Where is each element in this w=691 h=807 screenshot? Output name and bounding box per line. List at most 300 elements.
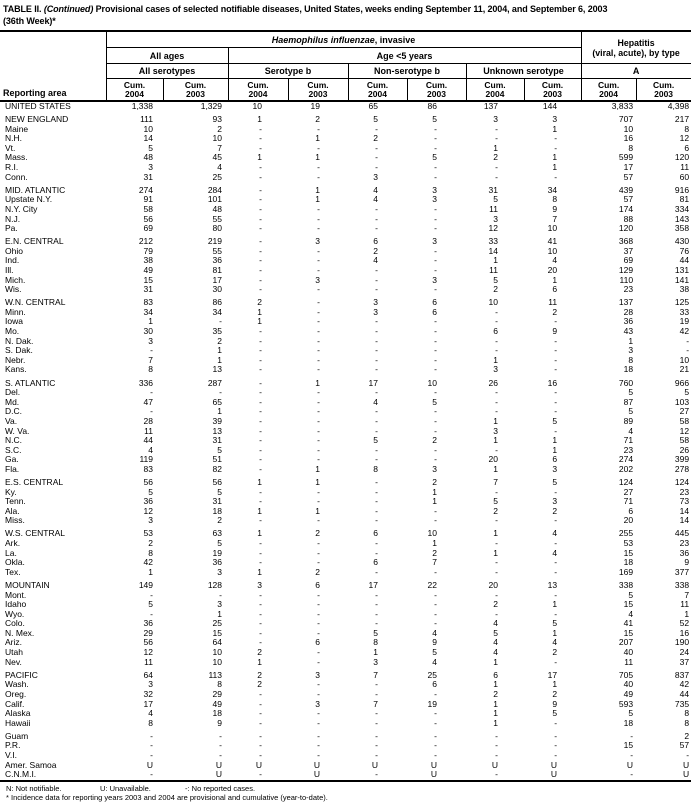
cell-value: 217 (674, 114, 690, 125)
cell-value: - (375, 730, 378, 741)
cell-value: 131 (674, 266, 690, 275)
cell-value: - (554, 397, 558, 407)
cell-value: - (259, 741, 262, 751)
cell-value: 1 (432, 497, 437, 507)
cell-value: 3 (552, 497, 558, 507)
cell-value: 120 (618, 224, 634, 234)
cell-value: 51 (212, 455, 222, 465)
cell-value: 5 (373, 628, 378, 638)
cell-value: 358 (674, 224, 690, 234)
cell-value: 36 (623, 317, 634, 327)
cell-value: 8 (373, 464, 378, 474)
cell-value: - (317, 436, 320, 446)
cell-value: - (630, 730, 634, 741)
cell-value: - (317, 558, 320, 568)
cell-value: - (317, 214, 320, 224)
cell-value: U (146, 760, 153, 770)
cell-value: 10 (488, 297, 498, 308)
cell-value: 1 (217, 346, 222, 356)
table-row (0, 266, 691, 276)
table-row (0, 205, 691, 215)
row-label: Tex. (5, 567, 21, 577)
cell-value: 6 (493, 327, 498, 337)
cell-value: 125 (674, 297, 690, 308)
cell-value: - (317, 600, 320, 610)
cell-value: - (554, 143, 558, 153)
cell-value: 4 (148, 445, 153, 455)
cell-value: 65 (212, 397, 222, 407)
cell-value: 3 (432, 464, 437, 474)
cell-value: 4 (148, 709, 153, 719)
cell-value: - (554, 487, 558, 497)
cell-value: - (375, 741, 378, 751)
row-label: S. Dak. (5, 346, 33, 356)
cell-value: 7 (373, 699, 378, 709)
cell-value: - (259, 134, 262, 144)
cell-value: - (259, 497, 262, 507)
table-row (0, 308, 691, 318)
cell-value: 6 (432, 307, 437, 317)
cell-value: 10 (252, 101, 262, 111)
row-label: W. Va. (5, 426, 30, 436)
cell-value: 2 (552, 506, 558, 516)
row-label: Conn. (5, 172, 28, 182)
cell-value: 707 (618, 114, 634, 125)
cell-value: 11 (680, 600, 690, 610)
cell-value: - (495, 516, 498, 526)
cell-value: 31 (212, 436, 222, 446)
cell-value: 1 (257, 476, 262, 487)
cell-value: 10 (212, 657, 222, 667)
table-row (0, 667, 691, 680)
cell-value: 9 (684, 558, 690, 568)
cell-value: - (317, 365, 320, 375)
cell-value: 28 (143, 416, 153, 426)
cell-value: 3 (148, 680, 153, 690)
cell-value: U (215, 760, 222, 770)
cell-value: 1 (552, 275, 558, 285)
cell-value: - (554, 516, 558, 526)
cell-value: - (259, 214, 262, 224)
cell-value: 110 (619, 275, 634, 285)
cell-value: 1 (315, 506, 320, 516)
cell-value: 4 (552, 548, 558, 558)
cell-value: - (259, 275, 262, 285)
cell-value: 338 (674, 579, 690, 590)
cell-value: 87 (623, 397, 634, 407)
table-row (0, 153, 691, 163)
row-label: Oreg. (5, 689, 27, 699)
row-label: S. ATLANTIC (5, 377, 56, 388)
cell-value: 3 (315, 699, 320, 709)
cum-2004-header: Cum. 2004 (581, 79, 636, 102)
cell-value: - (259, 709, 262, 719)
row-label: Minn. (5, 307, 26, 317)
cell-value: - (630, 770, 634, 780)
cell-value: - (375, 619, 378, 629)
cell-value: 48 (212, 204, 222, 214)
table-row (0, 474, 691, 487)
cell-value: 57 (623, 172, 634, 182)
cell-value: 20 (547, 266, 558, 275)
cell-value: 1 (684, 609, 690, 619)
cell-value: 6 (315, 579, 320, 590)
cell-value: - (259, 699, 262, 709)
cell-value: - (375, 770, 378, 780)
table-row (0, 465, 691, 475)
table-row (0, 398, 691, 408)
row-label: N.Y. City (5, 204, 38, 214)
cell-value: 15 (143, 275, 153, 285)
cell-value: 17 (623, 163, 634, 173)
cell-value: 15 (623, 600, 634, 610)
cell-value: - (317, 718, 320, 728)
cell-value: 16 (547, 377, 558, 388)
cell-value: - (375, 163, 378, 173)
cell-value: 60 (679, 172, 690, 182)
cell-value: 56 (143, 638, 153, 648)
cell-value: - (317, 297, 320, 308)
cell-value: 49 (623, 689, 634, 699)
cell-value: 5 (148, 487, 153, 497)
cell-value: 141 (674, 275, 690, 285)
cell-value: - (495, 388, 498, 398)
cell-value: 25 (427, 669, 437, 680)
cell-value: - (259, 730, 262, 741)
cell-value: 20 (623, 516, 634, 526)
row-label: W.N. CENTRAL (5, 297, 66, 308)
cell-value: 5 (628, 709, 634, 719)
cell-value: 287 (207, 377, 222, 388)
cell-value: 5 (217, 445, 222, 455)
cell-value: 16 (623, 134, 634, 144)
cell-value: - (375, 426, 378, 436)
cell-value: - (495, 445, 498, 455)
cell-value: - (434, 365, 437, 375)
cell-value: 2 (373, 246, 378, 256)
cell-value: - (434, 506, 437, 516)
incidence-footnote: * Incidence data for reporting years 2003 and 2004 are provisional and cumulative (year-to-date). (6, 792, 328, 802)
cell-value: 10 (623, 124, 634, 134)
cell-value: - (434, 609, 437, 619)
cell-value: 1 (552, 445, 558, 455)
title-continued: (Continued) (43, 4, 94, 14)
table-row (0, 728, 691, 741)
cell-value: - (495, 134, 498, 144)
cell-value: - (259, 600, 262, 610)
cell-value: 966 (674, 377, 690, 388)
cell-value: U (313, 760, 320, 770)
cell-value: 9 (552, 327, 558, 337)
cell-value: - (259, 609, 262, 619)
cell-value: 103 (674, 397, 690, 407)
cell-value: 49 (212, 699, 222, 709)
cell-value: - (317, 317, 320, 327)
cell-value: - (554, 388, 558, 398)
cell-value: 10 (143, 124, 153, 134)
table-row (0, 719, 691, 729)
row-label: E.N. CENTRAL (5, 236, 64, 247)
cell-value: - (317, 397, 320, 407)
cell-value: 33 (679, 307, 690, 317)
cell-value: 17 (368, 579, 378, 590)
hepatitis-line2: (viral, acute), by type (592, 47, 680, 58)
cell-value: U (626, 760, 634, 770)
cell-value: 255 (618, 528, 634, 539)
cell-value: - (434, 134, 437, 144)
cell-value: 2 (552, 648, 558, 658)
cell-value: 1 (552, 628, 558, 638)
cell-value: 21 (679, 365, 690, 375)
cell-value: - (375, 709, 378, 719)
row-label: Colo. (5, 619, 25, 629)
table-body (0, 101, 691, 781)
cell-value: 6 (552, 285, 558, 295)
row-label: Nev. (5, 657, 22, 667)
cell-value: - (495, 609, 498, 619)
cell-value: - (150, 609, 153, 619)
table-row (0, 163, 691, 173)
cell-value: - (554, 558, 558, 568)
cell-value: - (434, 426, 437, 436)
cell-value: 2 (148, 539, 153, 549)
cell-value: - (259, 619, 262, 629)
table-row (0, 761, 691, 771)
cell-value: 23 (623, 445, 634, 455)
table-row (0, 610, 691, 620)
cell-value: 93 (212, 114, 222, 125)
cell-value: 6 (432, 297, 437, 308)
cell-value: 58 (679, 416, 690, 426)
footnotes (6, 784, 691, 802)
cell-value: - (150, 407, 153, 417)
table-row (0, 526, 691, 539)
cell-value: - (219, 590, 222, 600)
cell-value: 9 (552, 699, 558, 709)
table-row (0, 388, 691, 398)
cell-value: 80 (212, 224, 222, 234)
cell-value: 3 (373, 307, 378, 317)
cell-value: - (495, 567, 498, 577)
cell-value: - (434, 336, 437, 346)
cell-value: 44 (143, 436, 153, 446)
cell-value: 56 (212, 476, 222, 487)
cell-value: 3 (373, 172, 378, 182)
cell-value: 1,329 (200, 101, 222, 111)
table-row (0, 658, 691, 668)
cell-value: - (554, 657, 558, 667)
cell-value: - (317, 246, 320, 256)
cell-value: 3 (315, 275, 320, 285)
cell-value: 8 (552, 195, 558, 205)
cell-value: - (150, 751, 153, 760)
cell-value: 55 (212, 214, 222, 224)
cell-value: 6 (373, 558, 378, 568)
age-under5-header: Age <5 years (228, 48, 581, 64)
title-week: (36th Week)* (3, 15, 56, 26)
row-label: S.C. (5, 445, 22, 455)
cell-value: - (495, 590, 498, 600)
cell-value: - (554, 365, 558, 375)
cell-value: 91 (143, 195, 153, 205)
cell-value: 1 (217, 609, 222, 619)
cum-2004-header: Cum. 2004 (348, 79, 407, 102)
cell-value: 19 (310, 101, 320, 111)
cell-value: - (495, 487, 498, 497)
cell-value: 8 (148, 365, 153, 375)
cell-value: 599 (618, 153, 634, 163)
cell-value: 7 (148, 355, 153, 365)
table-row (0, 507, 691, 517)
table-row (0, 549, 691, 559)
cell-value: - (375, 365, 378, 375)
row-label: Mont. (5, 590, 27, 600)
cell-value: - (317, 590, 320, 600)
cell-value: 5 (148, 600, 153, 610)
cell-value: 4 (552, 256, 558, 266)
cell-value: 64 (143, 669, 153, 680)
cell-value: 368 (618, 236, 634, 247)
cell-value: 1 (257, 114, 262, 125)
table-row (0, 648, 691, 658)
cell-value: - (317, 336, 320, 346)
cell-value: 10 (547, 246, 558, 256)
cell-value: - (434, 346, 437, 356)
cell-value: 2 (493, 600, 498, 610)
cell-value: - (375, 567, 378, 577)
cell-value: 4 (552, 638, 558, 648)
cell-value: 5 (217, 539, 222, 549)
cell-value: - (554, 426, 558, 436)
row-label: N. Mex. (5, 628, 35, 638)
cell-value: 31 (488, 184, 498, 195)
legend-no-cases: -: No reported cases. (185, 783, 256, 793)
cell-value: 1 (552, 680, 558, 690)
table-row (0, 346, 691, 356)
cell-value: - (317, 516, 320, 526)
cell-value: - (259, 464, 262, 474)
cell-value: - (495, 558, 498, 568)
cell-value: - (259, 388, 262, 398)
cell-value: - (434, 600, 437, 610)
cell-value: 3 (432, 195, 437, 205)
row-label: Nebr. (5, 355, 26, 365)
serotype-b-header: Serotype b (228, 64, 348, 79)
cell-value: 3 (493, 365, 498, 375)
cell-value: 3 (217, 567, 222, 577)
cell-value: 14 (488, 246, 498, 256)
cell-value: - (150, 770, 153, 780)
cell-value: 25 (212, 619, 222, 629)
row-label: P.R. (5, 741, 21, 751)
cell-value: 5 (493, 497, 498, 507)
cell-value: 593 (618, 699, 634, 709)
cell-value: - (317, 256, 320, 266)
cell-value: 5 (148, 143, 153, 153)
row-label: Maine (5, 124, 29, 134)
cell-value: 7 (432, 558, 437, 568)
cell-value: 3 (148, 163, 153, 173)
row-label: N.C. (5, 436, 22, 446)
cell-value: 1 (493, 464, 498, 474)
cell-value: 1 (257, 528, 262, 539)
cell-value: - (375, 548, 378, 558)
cell-value: 83 (143, 464, 153, 474)
cell-value: - (434, 163, 437, 173)
cell-value: 34 (143, 307, 153, 317)
cell-value: - (375, 204, 378, 214)
cell-value: - (686, 336, 690, 346)
table-row (0, 173, 691, 183)
cell-value: - (434, 445, 437, 455)
table-row (0, 629, 691, 639)
cell-value: - (259, 195, 262, 205)
cell-value: - (495, 336, 498, 346)
cell-value: 19 (212, 548, 222, 558)
row-label: Ind. (5, 256, 20, 266)
cell-value: 3 (493, 214, 498, 224)
cell-value: 2 (493, 506, 498, 516)
cell-value: - (317, 487, 320, 497)
cell-value: 52 (679, 619, 690, 629)
row-label: Amer. Samoa (5, 760, 57, 770)
cell-value: 37 (679, 657, 690, 667)
cell-value: 10 (212, 134, 222, 144)
cell-value: - (375, 539, 378, 549)
cell-value: 5 (493, 195, 498, 205)
cell-value: - (554, 730, 558, 741)
row-label: C.N.M.I. (5, 770, 37, 780)
cell-value: - (317, 204, 320, 214)
cell-value: - (375, 609, 378, 619)
cell-value: - (317, 426, 320, 436)
cell-value: - (495, 397, 498, 407)
cell-value: - (317, 709, 320, 719)
cell-value: - (375, 266, 378, 275)
cell-value: 57 (623, 195, 634, 205)
cell-value: 42 (143, 558, 153, 568)
cell-value: 1 (315, 377, 320, 388)
cell-value: 3,833 (611, 101, 634, 111)
row-label: Ky. (5, 487, 17, 497)
cell-value: 1 (315, 464, 320, 474)
row-label: N.H. (5, 134, 22, 144)
cell-value: 377 (674, 567, 690, 577)
cell-value: 174 (618, 204, 634, 214)
cell-value: 58 (143, 204, 153, 214)
cell-value: 5 (493, 628, 498, 638)
cell-value: 53 (143, 528, 153, 539)
cell-value: - (434, 285, 437, 295)
cell-value: - (554, 609, 558, 619)
cell-value: 705 (618, 669, 634, 680)
cell-value: 113 (208, 669, 222, 680)
cell-value: 2 (493, 285, 498, 295)
cell-value: 10 (427, 528, 437, 539)
cell-value: 4 (628, 426, 634, 436)
cell-value: 65 (368, 101, 378, 111)
row-label: N. Dak. (5, 336, 34, 346)
cell-value: 8 (684, 709, 690, 719)
cell-value: 25 (212, 172, 222, 182)
cell-value: - (259, 487, 262, 497)
table-row (0, 591, 691, 601)
cell-value: 35 (212, 327, 222, 337)
cell-value: 4 (373, 195, 378, 205)
cell-value: 3 (493, 426, 498, 436)
row-label: Mass. (5, 153, 28, 163)
cell-value: 19 (679, 317, 690, 327)
